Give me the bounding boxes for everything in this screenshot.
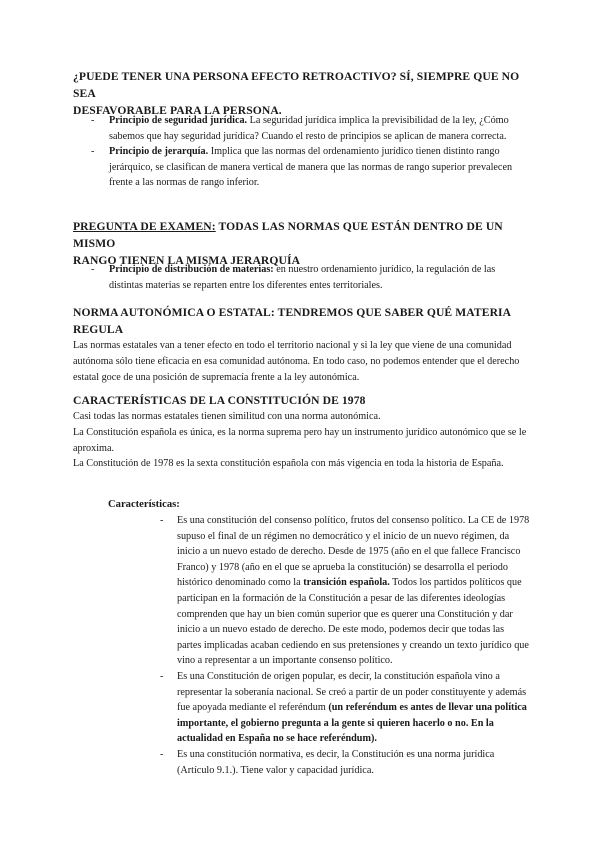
heading-exam-question: PREGUNTA DE EXAMEN: TODAS LAS NORMAS QUE ESTÁN DENTRO DE UN MISMO RANGO TIENEN LA MISMA JERARQUÍA: [73, 220, 503, 267]
referendum-note: (un referéndum es antes de llevar una política importante, el gobierno pregunta a la gente si quieren hacerlo o no. En la actualidad en España no se hace referéndum).: [177, 702, 527, 745]
text-distribution: en nuestro ordenamiento jurídico, la regulación de las distintas materias se reparten entre los diferentes entes territoriales.: [109, 264, 496, 291]
list-item-consensus: - Es una constitución del consenso político, frutos del consenso político. La CE de 1978 supuso el final de un régimen no democrático y el inicio de un nuevo régimen, da inicio a un nuevo estado de derecho. Desde de 1975 (año en el que fallece Francisco Franco) y 1978 (año en el que se aprueba la constitución) se desarrolla el periodo histórico denominado como la transición española. Todos los partidos políticos que participan en la formación de la Constitución a pesar de las diferentes ideologías comprenden que hay un bien común superior que es querer una Constitución y dar inicio a un nuevo estado de derecho. De este modo, podemos decir que todas las partes implicadas acaban cediendo en sus pretensiones y creando un texto jurídico que vino a representar a un importante consenso político.: [160, 515, 530, 667]
text-hierarchy: Implica que las normas del ordenamiento jurídico tienen distinto rango jerárquico, se clasifican de manera vertical de manera que las normas de rango superior prevalecen frente a las normas de rango inferior.: [109, 146, 513, 189]
paragraph-similarity: Casi todas las normas estatales tienen similitud con una norma autonómica.: [73, 411, 381, 422]
section-constitution-1978: [73, 392, 528, 472]
section-retroactivity: [73, 68, 528, 119]
principles-list: [73, 113, 528, 191]
heading-constitution-1978: CARACTERÍSTICAS DE LA CONSTITUCIÓN DE 1978: [73, 394, 366, 407]
paragraph-sixth: La Constitución de 1978 es la sexta constitución española con más vigencia en toda la historia de España.: [73, 458, 504, 470]
heading-retroactivity: ¿PUEDE TENER UNA PERSONA EFECTO RETROACTIVO? SÍ, SIEMPRE QUE NO SEA DESFAVORABLE PARA LA PERSONA.: [73, 70, 520, 117]
list-item-popular-origin: - Es una Constitución de origen popular, es decir, la constitución española vino a representar la soberanía nacional. Se creó a partir de un poder constituyente y además fue apoyada mediante el referéndum (un referéndum es antes de llevar una política importante, el gobierno pregunta a la gente si quieren hacerlo o no. En la actualidad en España no se hace referéndum).: [160, 670, 527, 745]
section-regional-norm: [73, 304, 528, 385]
term-legal-certainty: Principio de seguridad jurídica.: [109, 115, 248, 126]
list-item-hierarchy: - Principio de jerarquía. Implica que las normas del ordenamiento jurídico tienen distinto rango jerárquico, se clasifican de manera vertical de manera que las normas de rango superior prevalecen frente a las normas de rango inferior.: [91, 146, 513, 189]
list-item-normative: - Es una constitución normativa, es decir, la Constitución es una norma jurídica (Artículo 9.1.). Tiene valor y capacidad jurídica.: [160, 748, 495, 776]
term-transition: transición española.: [303, 577, 390, 589]
list-item-legal-certainty: - Principio de seguridad jurídica. La seguridad jurídica implica la previsibilidad de la ley, ¿Cómo sabemos que hay seguridad jurídica? Cuando el resto de principios se aplican de manera correcta.: [91, 115, 509, 142]
term-hierarchy: Principio de jerarquía.: [109, 146, 209, 158]
characteristics-list: [160, 513, 530, 778]
list-item-distribution: - Principio de distribución de materias: en nuestro ordenamiento jurídico, la regulación de las distintas materias se reparten entre los diferentes entes territoriales.: [91, 264, 496, 291]
characteristics-subheading: Características:: [108, 499, 180, 510]
text-legal-certainty: La seguridad jurídica implica la previsibilidad de la ley, ¿Cómo sabemos que hay seguridad jurídica? Cuando el resto de principios se aplican de manera correcta.: [109, 115, 509, 142]
paragraph-unique: La Constitución española es única, es la norma suprema pero hay un instrumento jurídico autonómico que se le aproxima.: [73, 426, 527, 454]
term-distribution: Principio de distribución de materias:: [109, 264, 274, 275]
exam-question-label: PREGUNTA DE EXAMEN:: [73, 220, 216, 233]
paragraph-regional-norm: Las normas estatales van a tener efecto en todo el territorio nacional y si la ley que viene de una comunidad autónoma sólo tiene eficacia en esa comunidad autónoma. En todo caso, no podemos entender que el derecho estatal goce de una posición de supremacía frente a la ley autonómica.: [73, 340, 520, 383]
heading-regional-norm: NORMA AUTONÓMICA O ESTATAL: TENDREMOS QUE SABER QUÉ MATERIA REGULA: [73, 306, 512, 336]
distribution-list: [73, 262, 528, 293]
